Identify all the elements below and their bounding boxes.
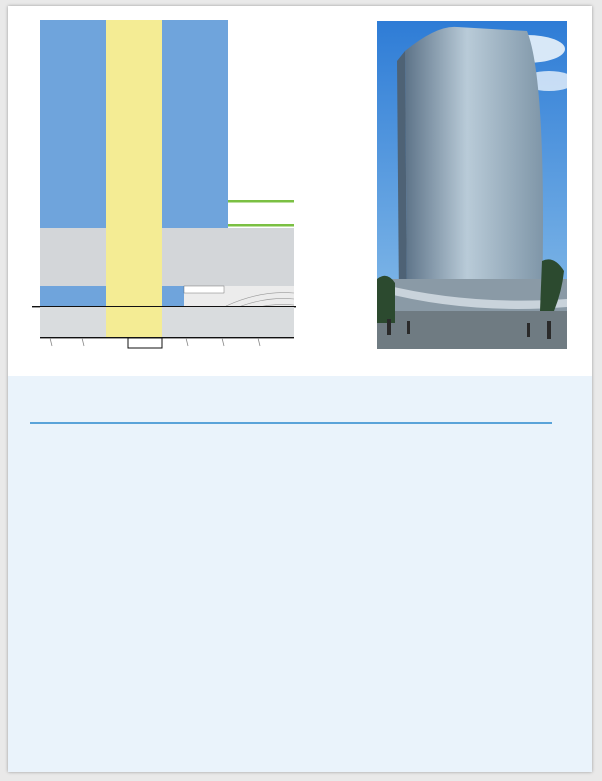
header-underline (30, 422, 552, 424)
document-page (8, 6, 592, 772)
building-section-drawing (26, 18, 296, 354)
podium-core (106, 228, 162, 286)
roof-garden-top-line (228, 200, 294, 203)
e01-box (184, 286, 224, 293)
basement-core (106, 307, 162, 337)
building-photo (377, 21, 567, 349)
roof-garden-bottom-line (228, 224, 294, 227)
lobby-side-area (162, 286, 184, 306)
parking-podium (40, 228, 294, 286)
mezzanine-area (40, 286, 106, 306)
basements (40, 307, 294, 337)
areas-table-panel (8, 376, 592, 772)
